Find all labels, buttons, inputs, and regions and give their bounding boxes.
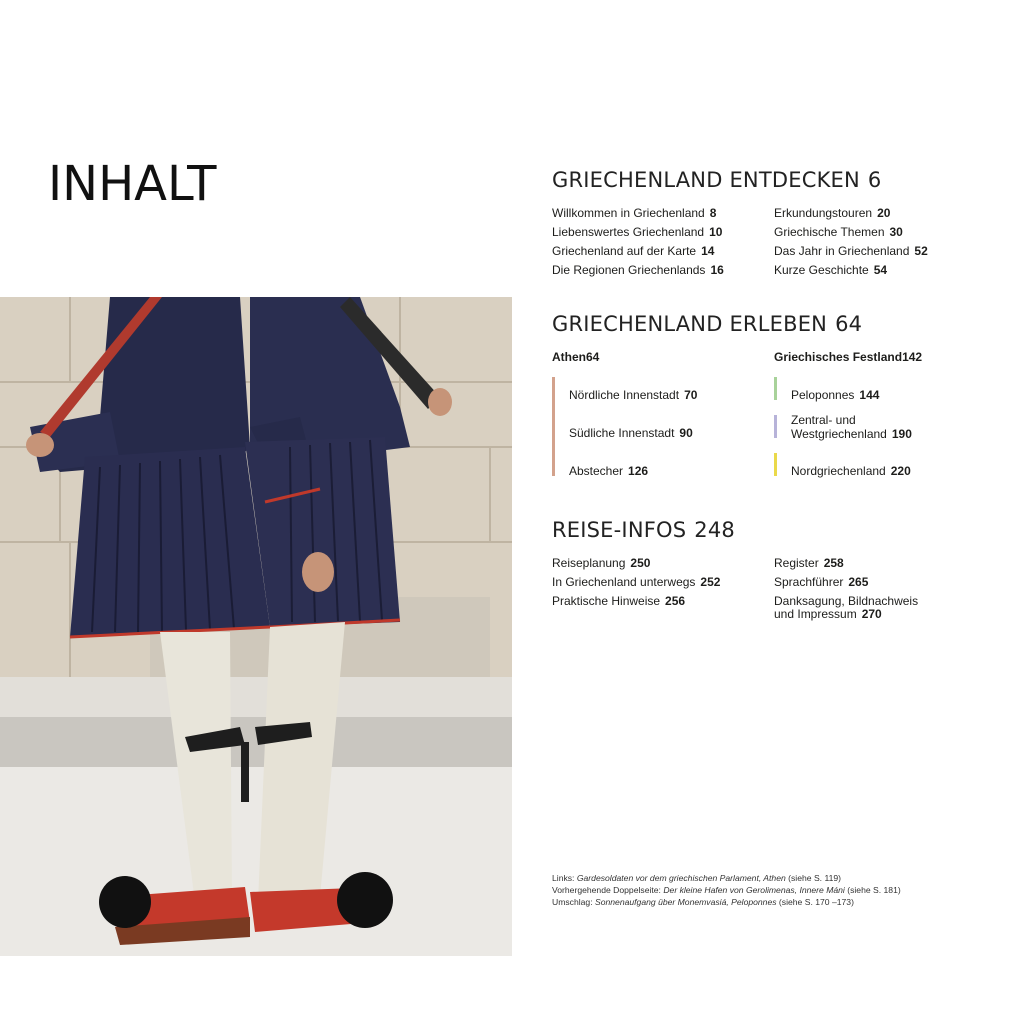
- toc-entry[interactable]: In Griechenland unterwegs 252: [552, 575, 721, 589]
- page-title: INHALT: [48, 156, 217, 212]
- athens-color-bar: [552, 377, 555, 476]
- nord-color-bar: [774, 453, 777, 476]
- photo-credits: [552, 872, 901, 908]
- toc-column-left: [552, 204, 724, 280]
- toc-entry[interactable]: Südliche Innenstadt 90: [569, 426, 693, 440]
- caption-line: Vorhergehende Doppelseite: Der kleine Hafen von Gerolimenas, Innere Máni (siehe S. 181): [552, 885, 901, 895]
- toc-entry[interactable]: Reiseplanung 250: [552, 556, 651, 570]
- toc-entry[interactable]: Griechenland auf der Karte 14: [552, 244, 715, 258]
- evzones-guards-photo: [0, 297, 512, 956]
- toc-entry[interactable]: Praktische Hinweise 256: [552, 594, 686, 608]
- toc-entry[interactable]: Nordgriechenland 220: [791, 464, 911, 478]
- toc-entry[interactable]: Kurze Geschichte 54: [774, 263, 888, 277]
- toc-column-left: [552, 554, 720, 611]
- toc-entry[interactable]: Peloponnes 144: [791, 388, 880, 402]
- toc-entry[interactable]: Danksagung, Bildnachweis und Impressum 270: [774, 594, 919, 621]
- zentral-color-bar: [774, 415, 777, 438]
- peloponnes-color-bar: [774, 377, 777, 400]
- toc-entry[interactable]: Zentral- und Westgriechenland 190: [791, 413, 912, 441]
- caption-line: Links: Gardesoldaten vor dem griechischen Parlament, Athen (siehe S. 119): [552, 873, 842, 883]
- toc-entry[interactable]: Griechische Themen 30: [774, 225, 903, 239]
- toc-entry[interactable]: Abstecher 126: [569, 464, 649, 478]
- toc-entry[interactable]: Nördliche Innenstadt 70: [569, 388, 698, 402]
- section-heading-reise-infos: REISE-INFOS 248: [552, 518, 735, 542]
- toc-column-right: [774, 554, 918, 621]
- toc-entry[interactable]: Register 258: [774, 556, 844, 570]
- toc-column-right: [774, 204, 928, 280]
- toc-entry[interactable]: Liebenswertes Griechenland 10: [552, 225, 723, 239]
- section-heading-entdecken: GRIECHENLAND ENTDECKEN 6: [552, 168, 882, 192]
- toc-group-athen[interactable]: Athen64: [552, 350, 600, 364]
- toc-group-festland[interactable]: Griechisches Festland142: [774, 350, 923, 364]
- toc-entry[interactable]: Erkundungstouren 20: [774, 206, 891, 220]
- toc-entry[interactable]: Das Jahr in Griechenland 52: [774, 244, 928, 258]
- toc-entry[interactable]: Sprachführer 265: [774, 575, 869, 589]
- toc-entry[interactable]: Willkommen in Griechenland 8: [552, 206, 717, 220]
- caption-line: Umschlag: Sonnenaufgang über Monemvasiá, Peloponnes (siehe S. 170 –173): [552, 897, 854, 907]
- toc-entry[interactable]: Die Regionen Griechenlands 16: [552, 263, 724, 277]
- section-heading-erleben: GRIECHENLAND ERLEBEN 64: [552, 312, 863, 336]
